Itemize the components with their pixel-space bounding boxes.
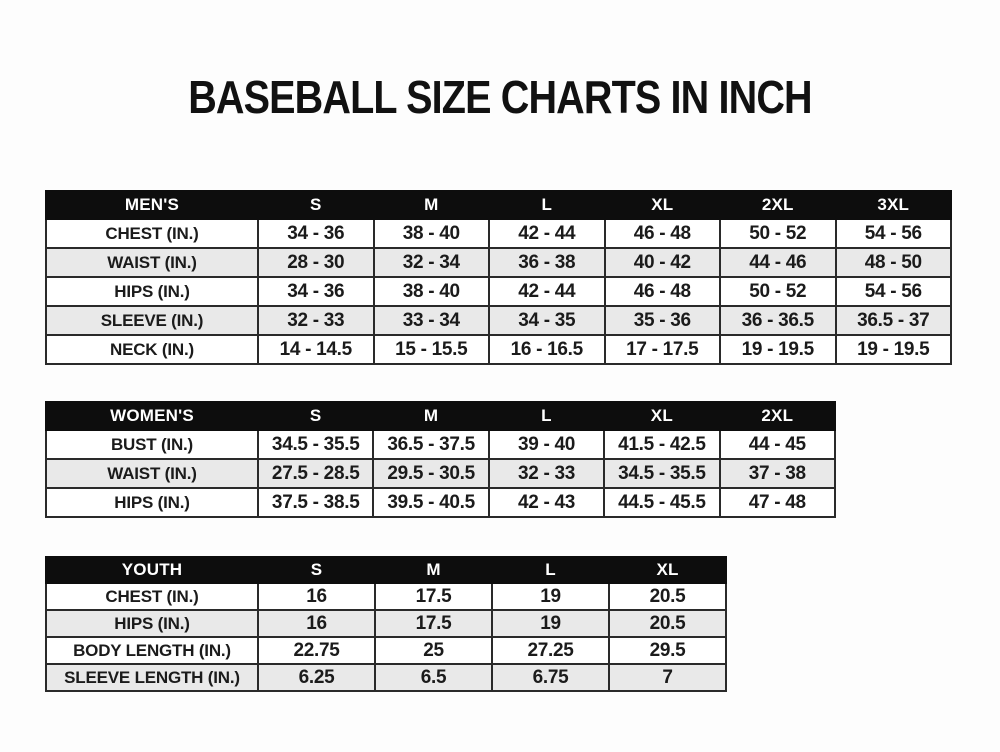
- row-label: WAIST (IN.): [46, 459, 258, 488]
- row-label: SLEEVE (IN.): [46, 306, 258, 335]
- table-cell: 32 - 34: [374, 248, 490, 277]
- table-cell: 54 - 56: [836, 219, 952, 248]
- column-header-m: M: [375, 557, 492, 583]
- column-header-l: L: [489, 402, 604, 430]
- row-label: BUST (IN.): [46, 430, 258, 459]
- table-cell: 42 - 43: [489, 488, 604, 517]
- womens-header-row: [46, 402, 835, 430]
- table-cell: 32 - 33: [258, 306, 374, 335]
- table-row-sleeve: [46, 306, 951, 335]
- column-header-s: S: [258, 191, 374, 219]
- table-cell: 17.5: [375, 583, 492, 610]
- column-header-2xl: 2XL: [720, 402, 835, 430]
- table-cell: 20.5: [609, 610, 726, 637]
- table-cell: 35 - 36: [605, 306, 721, 335]
- table-cell: 25: [375, 637, 492, 664]
- table-cell: 41.5 - 42.5: [604, 430, 719, 459]
- table-cell: 28 - 30: [258, 248, 374, 277]
- table-cell: 16: [258, 610, 375, 637]
- table-cell: 44 - 45: [720, 430, 835, 459]
- table-cell: 48 - 50: [836, 248, 952, 277]
- table-cell: 19 - 19.5: [720, 335, 836, 364]
- table-cell: 22.75: [258, 637, 375, 664]
- table-cell: 17 - 17.5: [605, 335, 721, 364]
- table-cell: 34 - 36: [258, 219, 374, 248]
- column-header-m: M: [373, 402, 488, 430]
- table-cell: 34 - 36: [258, 277, 374, 306]
- column-header-s: S: [258, 557, 375, 583]
- column-header-m: M: [374, 191, 490, 219]
- table-cell: 6.25: [258, 664, 375, 691]
- table-cell: 50 - 52: [720, 219, 836, 248]
- column-header-xl: XL: [605, 191, 721, 219]
- table-cell: 34.5 - 35.5: [604, 459, 719, 488]
- table-cell: 17.5: [375, 610, 492, 637]
- table-row-neck: [46, 335, 951, 364]
- row-label: HIPS (IN.): [46, 277, 258, 306]
- row-label: BODY LENGTH (IN.): [46, 637, 258, 664]
- mens-header-row: [46, 191, 951, 219]
- table-cell: 32 - 33: [489, 459, 604, 488]
- table-row-hips: [46, 277, 951, 306]
- table-cell: 34 - 35: [489, 306, 605, 335]
- table-cell: 47 - 48: [720, 488, 835, 517]
- row-label: CHEST (IN.): [46, 219, 258, 248]
- womens-size-table: [45, 401, 836, 518]
- table-cell: 14 - 14.5: [258, 335, 374, 364]
- table-cell: 44 - 46: [720, 248, 836, 277]
- table-cell: 16 - 16.5: [489, 335, 605, 364]
- row-label: CHEST (IN.): [46, 583, 258, 610]
- table-cell: 44.5 - 45.5: [604, 488, 719, 517]
- table-cell: 50 - 52: [720, 277, 836, 306]
- table-cell: 42 - 44: [489, 277, 605, 306]
- table-row-hips: [46, 488, 835, 517]
- table-row-body-length: [46, 637, 726, 664]
- table-cell: 29.5 - 30.5: [373, 459, 488, 488]
- column-header-l: L: [489, 191, 605, 219]
- table-cell: 33 - 34: [374, 306, 490, 335]
- page-title: BASEBALL SIZE CHARTS IN INCH: [188, 71, 812, 123]
- table-row-waist: [46, 248, 951, 277]
- row-label: SLEEVE LENGTH (IN.): [46, 664, 258, 691]
- table-cell: 7: [609, 664, 726, 691]
- table-row-hips: [46, 610, 726, 637]
- table-cell: 36.5 - 37.5: [373, 430, 488, 459]
- column-header-xl: XL: [609, 557, 726, 583]
- table-cell: 39 - 40: [489, 430, 604, 459]
- table-cell: 15 - 15.5: [374, 335, 490, 364]
- column-header-3xl: 3XL: [836, 191, 952, 219]
- table-cell: 20.5: [609, 583, 726, 610]
- table-cell: 37.5 - 38.5: [258, 488, 373, 517]
- table-cell: 42 - 44: [489, 219, 605, 248]
- table-cell: 27.5 - 28.5: [258, 459, 373, 488]
- table-row-waist: [46, 459, 835, 488]
- table-cell: 54 - 56: [836, 277, 952, 306]
- row-label: HIPS (IN.): [46, 610, 258, 637]
- table-row-chest: [46, 583, 726, 610]
- table-cell: 36 - 38: [489, 248, 605, 277]
- column-header-xl: XL: [604, 402, 719, 430]
- table-cell: 39.5 - 40.5: [373, 488, 488, 517]
- column-header-mens: MEN'S: [46, 191, 258, 219]
- row-label: NECK (IN.): [46, 335, 258, 364]
- table-cell: 19: [492, 583, 609, 610]
- table-cell: 46 - 48: [605, 219, 721, 248]
- table-row-chest: [46, 219, 951, 248]
- column-header-l: L: [492, 557, 609, 583]
- table-cell: 38 - 40: [374, 219, 490, 248]
- youth-header-row: [46, 557, 726, 583]
- table-cell: 38 - 40: [374, 277, 490, 306]
- mens-size-table: [45, 190, 952, 365]
- table-cell: 16: [258, 583, 375, 610]
- table-cell: 37 - 38: [720, 459, 835, 488]
- table-cell: 36 - 36.5: [720, 306, 836, 335]
- table-row-bust: [46, 430, 835, 459]
- table-cell: 46 - 48: [605, 277, 721, 306]
- table-cell: 19: [492, 610, 609, 637]
- youth-size-table: [45, 556, 727, 692]
- table-cell: 36.5 - 37: [836, 306, 952, 335]
- table-cell: 34.5 - 35.5: [258, 430, 373, 459]
- table-cell: 6.5: [375, 664, 492, 691]
- table-row-sleeve-length: [46, 664, 726, 691]
- column-header-s: S: [258, 402, 373, 430]
- table-cell: 27.25: [492, 637, 609, 664]
- table-cell: 6.75: [492, 664, 609, 691]
- row-label: WAIST (IN.): [46, 248, 258, 277]
- column-header-2xl: 2XL: [720, 191, 836, 219]
- table-cell: 29.5: [609, 637, 726, 664]
- row-label: HIPS (IN.): [46, 488, 258, 517]
- table-cell: 40 - 42: [605, 248, 721, 277]
- column-header-youth: YOUTH: [46, 557, 258, 583]
- column-header-womens: WOMEN'S: [46, 402, 258, 430]
- table-cell: 19 - 19.5: [836, 335, 952, 364]
